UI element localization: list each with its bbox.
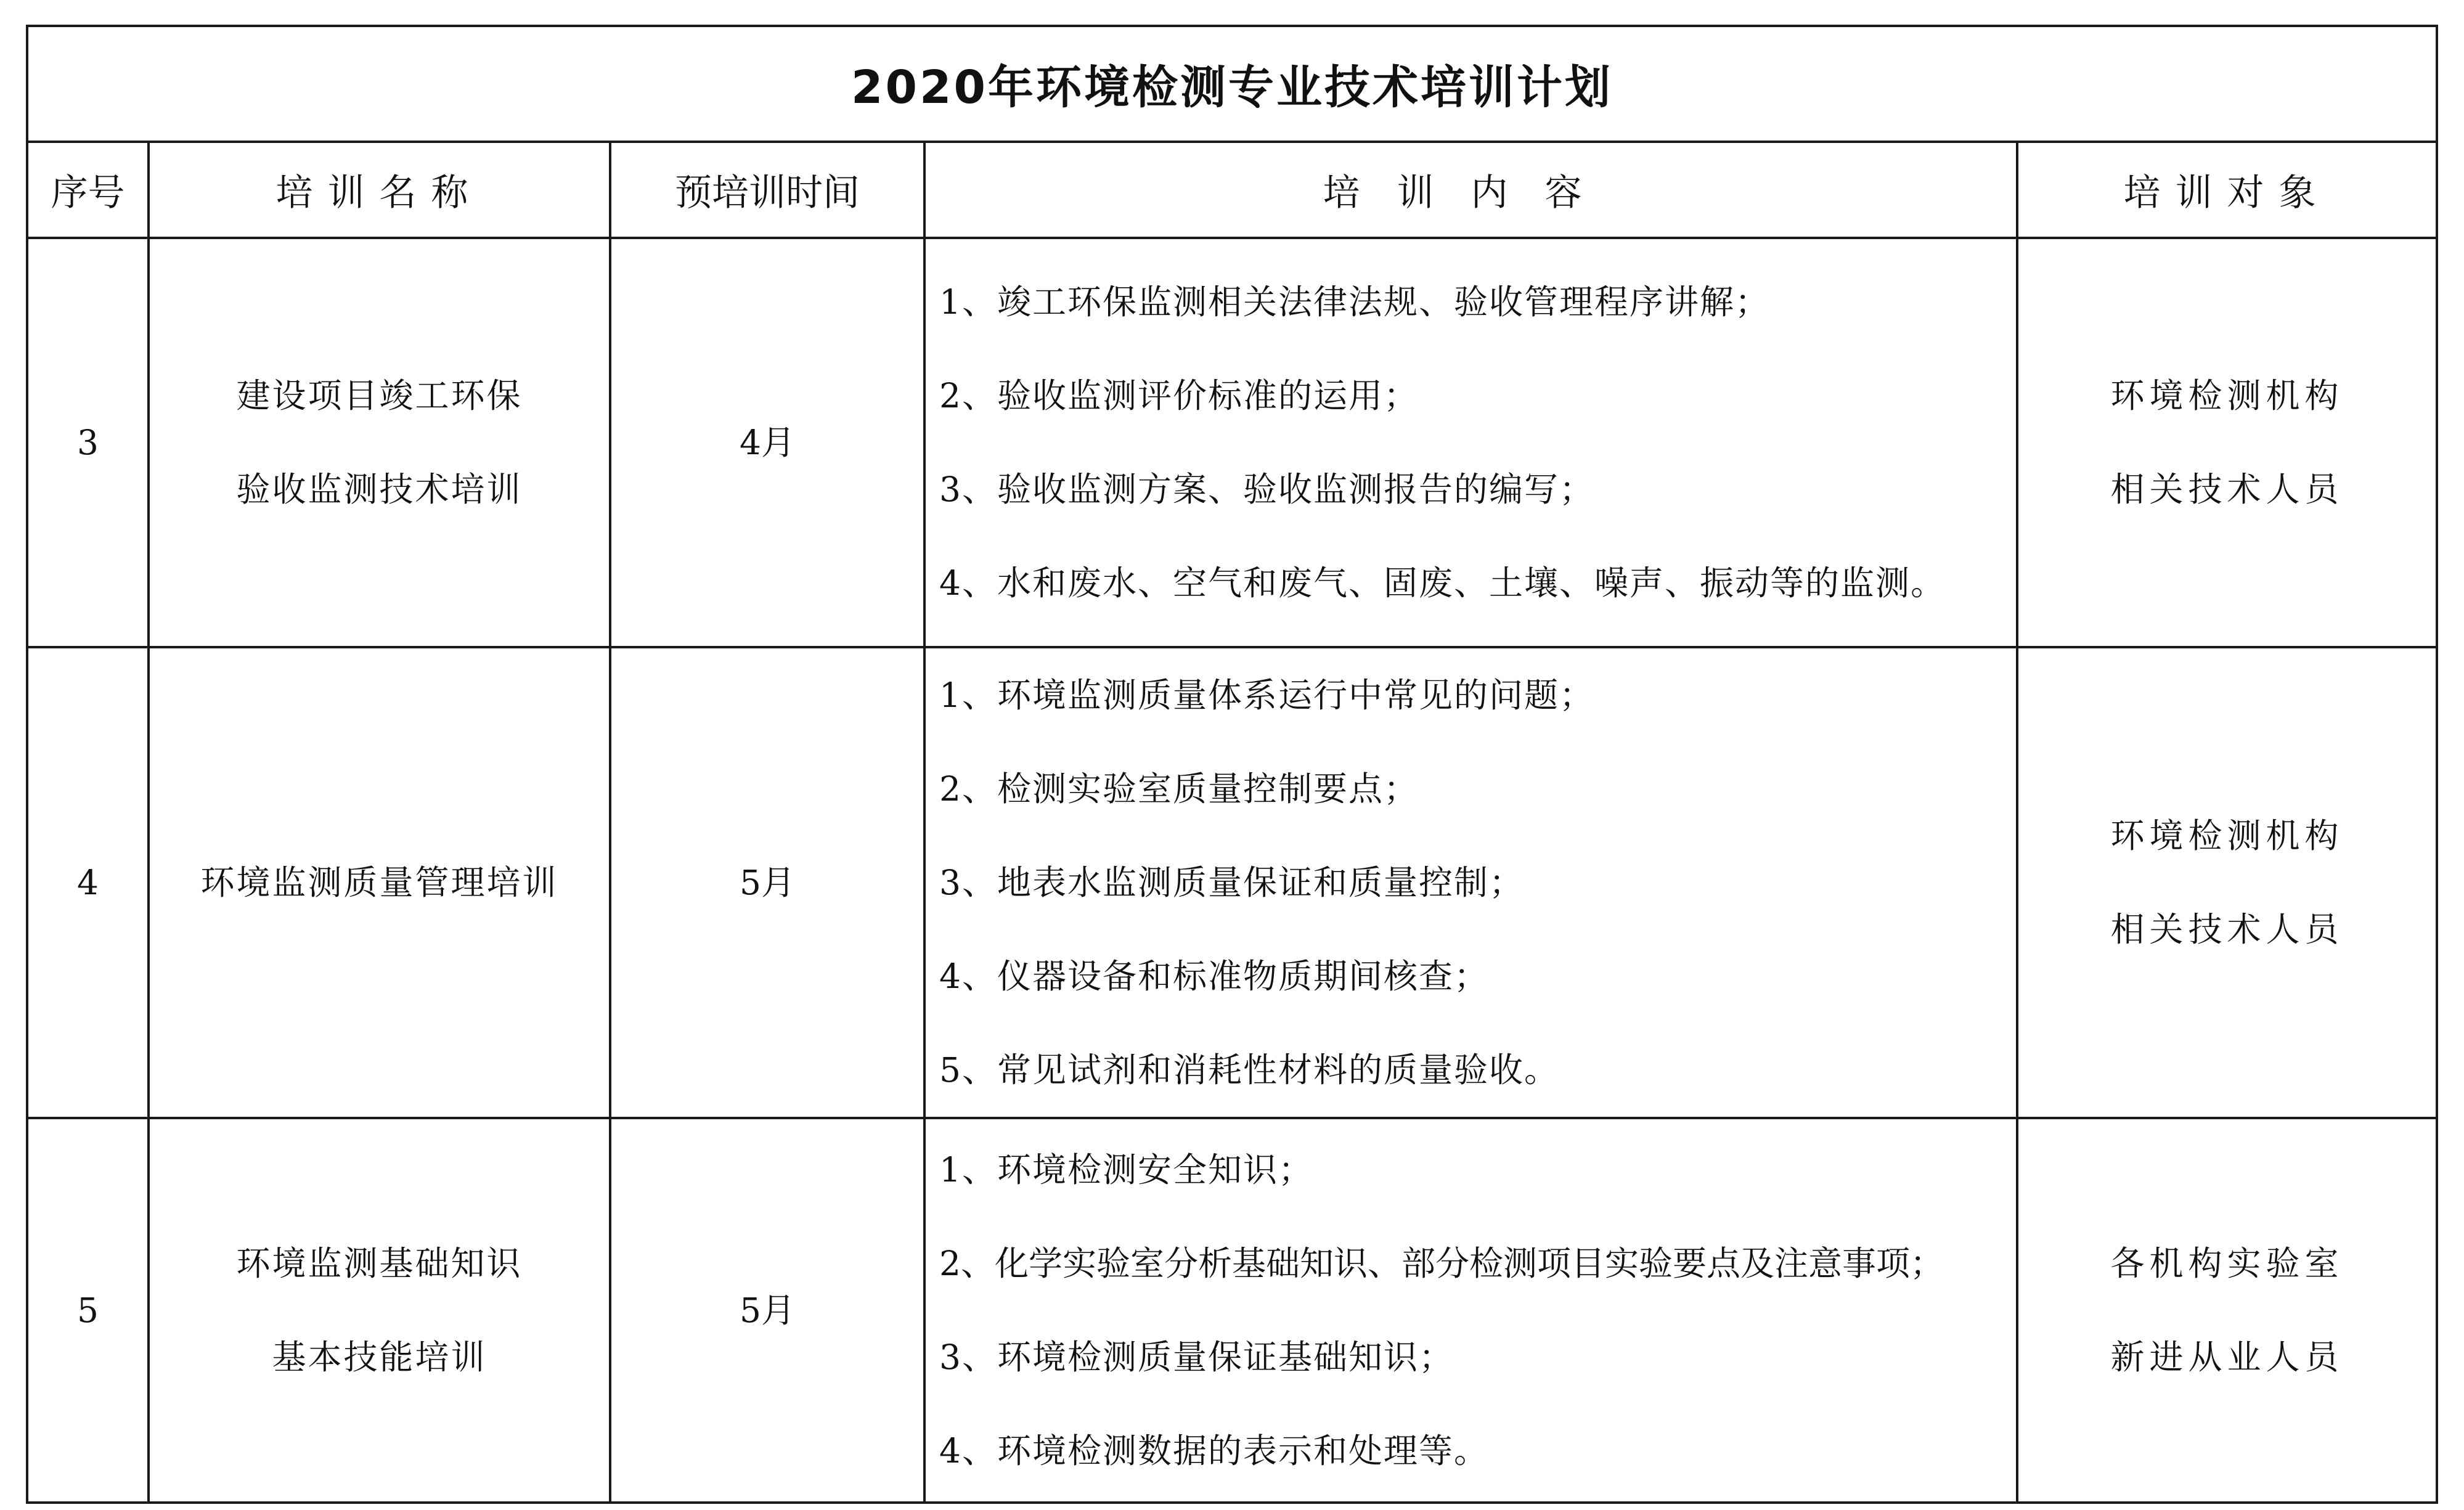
header-row bbox=[27, 142, 2437, 238]
training-target bbox=[2017, 238, 2437, 647]
table-row bbox=[27, 238, 2437, 647]
content-line: 3、环境检测质量保证基础知识； bbox=[939, 1337, 1454, 1377]
training-name-line: 基本技能培训 bbox=[272, 1337, 487, 1377]
target-line: 相关技术人员 bbox=[2110, 470, 2344, 509]
training-plan-table bbox=[26, 25, 2438, 1504]
target-line: 环境检测机构 bbox=[2110, 816, 2344, 855]
training-time: 5月 bbox=[610, 1118, 924, 1503]
table-row bbox=[27, 1118, 2437, 1503]
training-name-line: 环境监测基础知识 bbox=[236, 1244, 523, 1283]
training-name bbox=[149, 238, 610, 647]
row-index: 3 bbox=[27, 238, 149, 647]
training-content bbox=[924, 647, 2017, 1118]
header-name: 培训名称 bbox=[149, 142, 610, 238]
header-index: 序号 bbox=[27, 142, 149, 238]
header-target: 培训对象 bbox=[2017, 142, 2437, 238]
training-name-line: 验收监测技术培训 bbox=[236, 470, 523, 509]
content-line: 1、环境监测质量体系运行中常见的问题； bbox=[939, 675, 1594, 715]
content-line: 1、环境检测安全知识； bbox=[939, 1150, 1313, 1190]
content-line: 3、地表水监测质量保证和质量控制； bbox=[939, 863, 1524, 902]
header-time: 预培训时间 bbox=[610, 142, 924, 238]
training-content bbox=[924, 1118, 2017, 1503]
content-line: 4、环境检测数据的表示和处理等。 bbox=[939, 1431, 1489, 1471]
content-line: 2、验收监测评价标准的运用； bbox=[939, 376, 1419, 415]
target-line: 新进从业人员 bbox=[2110, 1337, 2344, 1377]
header-content: 培训内容 bbox=[924, 142, 2017, 238]
content-line: 5、常见试剂和消耗性材料的质量验收。 bbox=[939, 1050, 1559, 1090]
training-time: 5月 bbox=[610, 647, 924, 1118]
target-line: 环境检测机构 bbox=[2110, 376, 2344, 415]
training-target bbox=[2017, 647, 2437, 1118]
content-line: 1、竣工环保监测相关法律法规、验收管理程序讲解； bbox=[939, 282, 1770, 322]
training-name bbox=[149, 647, 610, 1118]
content-line: 4、仪器设备和标准物质期间核查； bbox=[939, 957, 1489, 996]
training-time: 4月 bbox=[610, 238, 924, 647]
content-line: 2、检测实验室质量控制要点； bbox=[939, 769, 1419, 809]
content-line: 3、验收监测方案、验收监测报告的编写； bbox=[939, 470, 1594, 509]
row-index: 5 bbox=[27, 1118, 149, 1503]
table-row bbox=[27, 647, 2437, 1118]
training-name bbox=[149, 1118, 610, 1503]
training-content bbox=[924, 238, 2017, 647]
row-index: 4 bbox=[27, 647, 149, 1118]
target-line: 各机构实验室 bbox=[2110, 1244, 2344, 1283]
training-target bbox=[2017, 1118, 2437, 1503]
content-line: 2、化学实验室分析基础知识、部分检测项目实验要点及注意事项； bbox=[939, 1244, 1944, 1283]
table-title: 2020年环境检测专业技术培训计划 bbox=[27, 26, 2437, 142]
training-name-line: 环境监测质量管理培训 bbox=[200, 863, 558, 902]
target-line: 相关技术人员 bbox=[2110, 910, 2344, 949]
content-line: 4、水和废水、空气和废气、固废、土壤、噪声、振动等的监测。 bbox=[939, 563, 1946, 603]
training-name-line: 建设项目竣工环保 bbox=[236, 376, 523, 415]
